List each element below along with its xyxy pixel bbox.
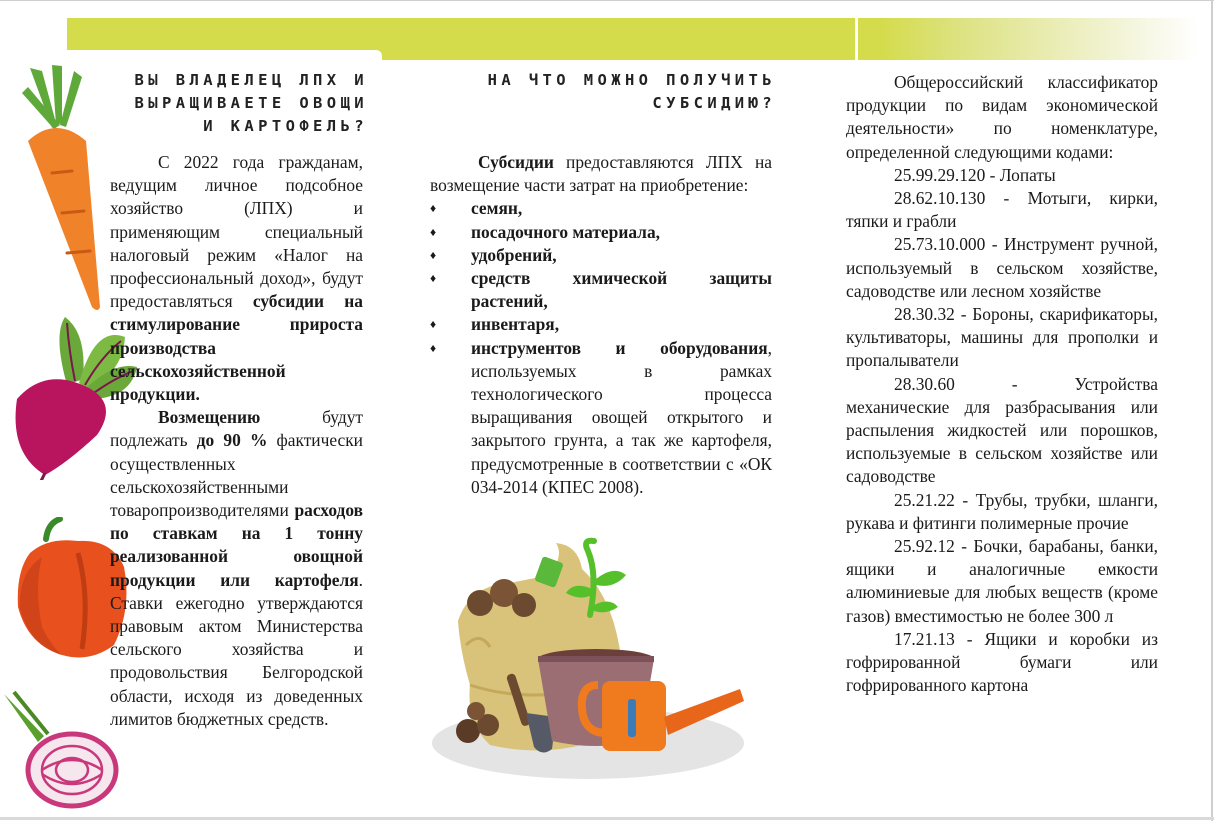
text-run: предоставляются ЛПХ на возмещение части затрат на приобретение: [430, 152, 772, 196]
list-item [430, 221, 772, 244]
text-run: фактически осуществленных сельскохозяйственными товаропроизводителями [110, 430, 363, 521]
right-column-text [846, 71, 1158, 697]
text-bold: субсидии на стимулирование прироста производства сельскохозяйственной продукции. [110, 291, 363, 405]
list-item [430, 313, 772, 336]
classifier-code-item: 25.73.10.000 - Инструмент ручной, используемый в сельском хозяйстве, садоводстве или лесном хозяйстве [846, 234, 1158, 301]
left-heading-line: ВЫ ВЛАДЕЛЕЦ ЛПХ И [134, 71, 368, 89]
classifier-code-item: 25.99.29.120 - Лопаты [894, 164, 1056, 185]
text-bold: до 90 % [196, 430, 268, 451]
onion-icon [0, 690, 122, 812]
left-heading-line: И КАРТОФЕЛЬ? [203, 117, 368, 135]
page-border-top [0, 0, 1214, 1]
list-item-text: семян, [471, 198, 523, 219]
left-heading-line: ВЫРАЩИВАЕТЕ ОВОЩИ [134, 94, 368, 112]
list-item-text: средств химической защиты растений, [471, 268, 772, 312]
classifier-code-item: 28.30.60 - Устройства механические для разбрасывания или распыления жидкостей или порошков, используемые в сельском хозяйстве или садоводстве [846, 373, 1158, 487]
text-run: С 2022 года гражданам, ведущим личное подсобное хозяйство (ЛПХ) и применяющим специальный налоговый режим «Налог на профессиональный доход», будут предоставляться [110, 152, 363, 312]
classifier-code-item: 25.92.12 - Бочки, барабаны, банки, ящики и аналогичные емкости алюминиевые для любых веществ (кроме газов) вместимостью не более 300 л [846, 536, 1158, 626]
subsidy-items-list [430, 197, 772, 499]
middle-column-text [430, 151, 772, 499]
list-item-text: удобрений, [471, 244, 557, 265]
diamond-bullet-icon: ♦ [430, 247, 437, 262]
list-item-text: инструментов и оборудования [471, 337, 768, 358]
list-item-text: посадочного материала, [471, 221, 660, 242]
text-bold: Субсидии [478, 152, 554, 172]
text-run: будут подлежать [110, 407, 363, 451]
diamond-bullet-icon: ♦ [430, 201, 437, 216]
diamond-bullet-icon: ♦ [430, 317, 437, 332]
left-paragraph-1 [110, 151, 363, 406]
middle-heading-line: СУБСИДИЮ? [652, 94, 776, 112]
text-run: . Ставки ежегодно утверждаются правовым актом Министерства сельского хозяйства и продовольствия Белгородской области, исходя из доведенных лимитов бюджетных средств. [110, 569, 363, 729]
band-divider [855, 18, 858, 60]
left-paragraph-2 [110, 406, 363, 731]
middle-heading [420, 69, 776, 115]
classifier-code-item: 28.30.32 - Бороны, скарификаторы, культиваторы, машины для прополки и пропалыватели [846, 304, 1158, 371]
diamond-bullet-icon: ♦ [430, 340, 437, 355]
list-item [430, 267, 772, 313]
left-column-text [110, 151, 363, 731]
text-bold: Возмещению [158, 407, 261, 428]
list-item [430, 337, 772, 499]
diamond-bullet-icon: ♦ [430, 224, 437, 239]
list-item [430, 197, 772, 220]
middle-heading-line: НА ЧТО МОЖНО ПОЛУЧИТЬ [487, 71, 776, 89]
classifier-intro: Общероссийский классификатор продукции по видам экономической деятельности» по номенклатуре, определенной следующими кодами: [846, 72, 1158, 162]
list-item-text: инвентаря, [471, 314, 560, 335]
diamond-bullet-icon: ♦ [430, 271, 437, 286]
classifier-code-item: 28.62.10.130 - Мотыги, кирки, тяпки и грабли [846, 188, 1158, 232]
classifier-code-item: 25.21.22 - Трубы, трубки, шланги, рукава и фитинги полимерные прочие [846, 489, 1158, 533]
text-bold: расходов по ставкам на 1 тонну реализованной овощной продукции или картофеля [110, 500, 363, 590]
list-item [430, 244, 772, 267]
left-heading [84, 69, 368, 138]
page-border-bottom [0, 817, 1214, 820]
garden-tools-illustration [430, 535, 750, 785]
text-run: , используемых в рамках технологического процесса выращивания овощей открытого и закрытого грунта, а так же картофеля, предусмотренные в соответствии с «ОК 034-2014 (КПЕС 2008). [471, 337, 772, 497]
classifier-code-item: 17.21.13 - Ящики и коробки из гофрированной бумаги или гофрированного картона [846, 628, 1158, 696]
middle-intro [430, 151, 772, 197]
page-border-right [1211, 0, 1213, 821]
